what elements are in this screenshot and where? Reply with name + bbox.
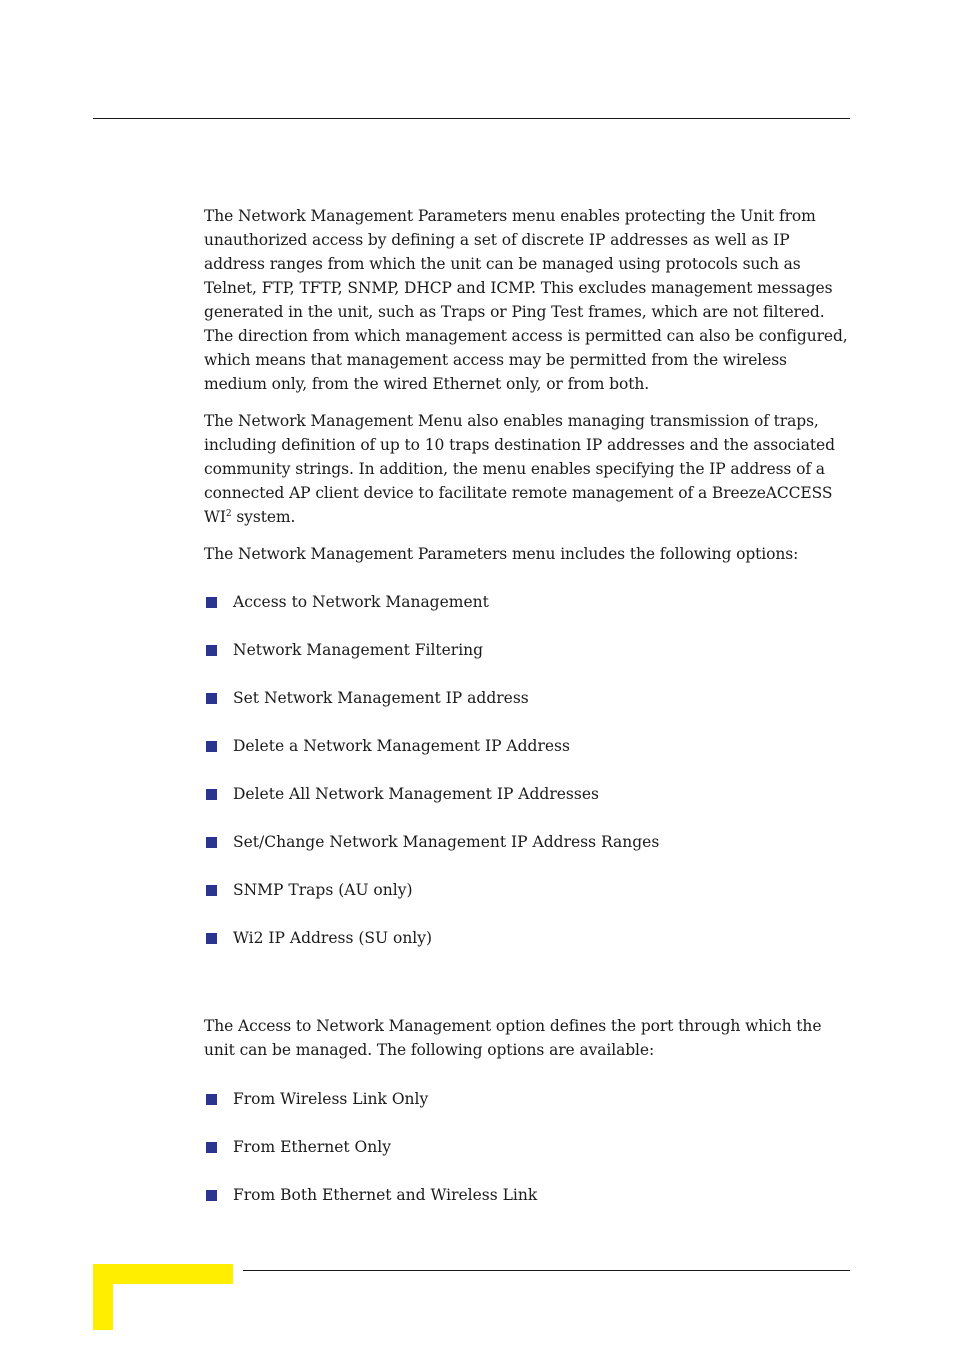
list-item-label: From Wireless Link Only xyxy=(233,1090,429,1108)
bullet-square-icon xyxy=(206,789,217,800)
list-item-label: Wi2 IP Address (SU only) xyxy=(233,929,433,947)
list-item-label: SNMP Traps (AU only) xyxy=(233,881,413,899)
list-item-label: Network Management Filtering xyxy=(233,641,484,659)
access-paragraph: The Access to Network Management option defines the port through which the unit can be managed. The following options are available: xyxy=(204,1017,822,1059)
intro-paragraph-2 xyxy=(204,409,854,529)
list-item-label: Access to Network Management xyxy=(233,593,489,611)
list-item-label: Set/Change Network Management IP Address Ranges xyxy=(233,833,660,851)
bullet-square-icon xyxy=(206,1094,217,1105)
options-intro-paragraph: The Network Management Parameters menu includes the following options: xyxy=(204,545,799,563)
intro-paragraph-1: The Network Management Parameters menu enables protecting the Unit from unauthorized access by defining a set of discrete IP addresses as well as IP address ranges from which the unit can be managed using protocols such as Telnet, FTP, TFTP, SNMP, DHCP and ICMP. This excludes management messages generated in the unit, such as Traps or Ping Test frames, which are not filtered. The direction from which management access is permitted can also be configured, which means that management access may be permitted from the wireless medium only, from the wired Ethernet only, or from both. xyxy=(204,207,848,393)
bullet-square-icon xyxy=(206,933,217,944)
list-item-label: Set Network Management IP address xyxy=(233,689,529,707)
list-item-label: Delete All Network Management IP Addresses xyxy=(233,785,599,803)
list-item-label: From Both Ethernet and Wireless Link xyxy=(233,1186,538,1204)
bullet-square-icon xyxy=(206,645,217,656)
list-item-label: From Ethernet Only xyxy=(233,1138,391,1156)
list-item-label: Delete a Network Management IP Address xyxy=(233,737,570,755)
superscript-2: 2 xyxy=(225,509,232,519)
bullet-square-icon xyxy=(206,1190,217,1201)
header-rule xyxy=(93,118,850,119)
bullet-square-icon xyxy=(206,837,217,848)
footer-accent-bar xyxy=(93,1264,233,1284)
intro-paragraph-2-main: The Network Management Menu also enables managing transmission of traps, including definition of up to 10 traps destination IP addresses and the associated community strings. In addition, the menu enables specifying the IP address of a connected AP client device to facilitate remote management of a BreezeACCESS WI xyxy=(204,412,835,526)
bullet-square-icon xyxy=(206,1142,217,1153)
bullet-square-icon xyxy=(206,693,217,704)
footer-accent-stem xyxy=(93,1264,113,1330)
bullet-square-icon xyxy=(206,885,217,896)
footer-rule xyxy=(243,1270,850,1271)
intro-paragraph-2-end: system. xyxy=(231,508,296,526)
bullet-square-icon xyxy=(206,741,217,752)
bullet-square-icon xyxy=(206,597,217,608)
